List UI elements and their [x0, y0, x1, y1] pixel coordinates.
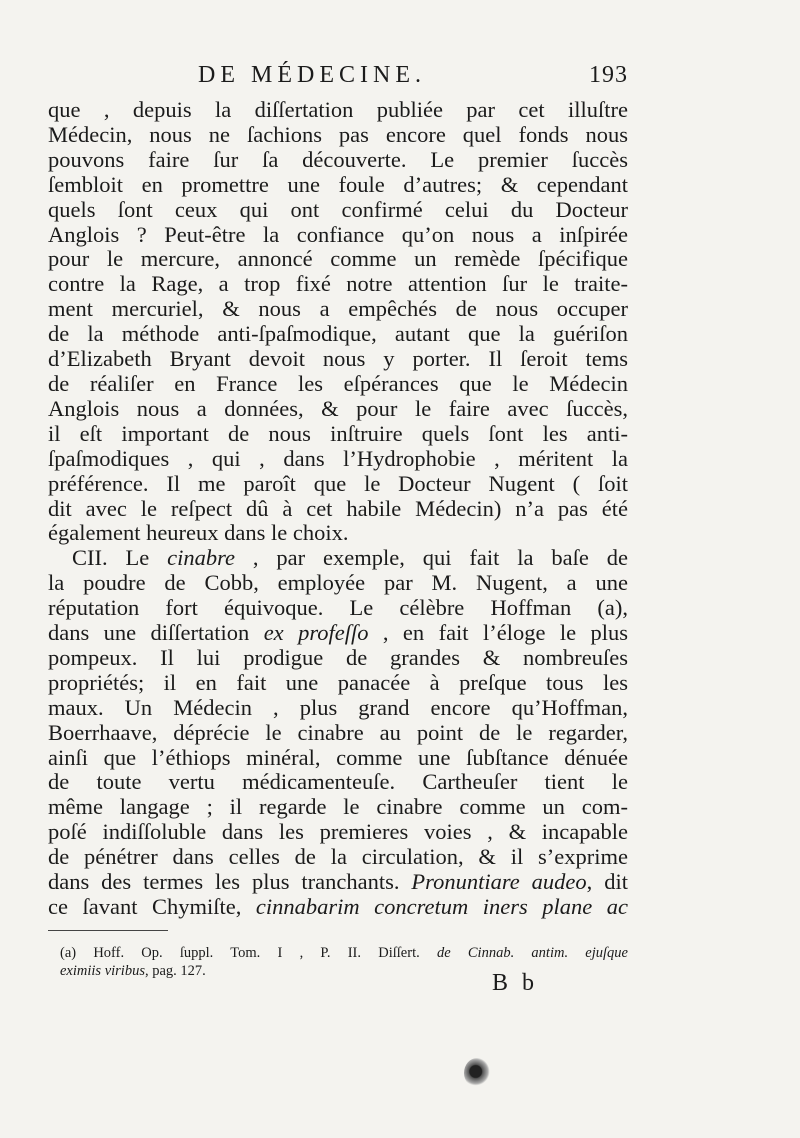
- text-run: , par exemple, qui fait la baſe de: [235, 545, 628, 571]
- footnote-line: [60, 944, 628, 962]
- page-header: [48, 62, 628, 96]
- text-line: ment mercuriel, & nous a empêchés de nous occuper: [48, 296, 628, 322]
- text-line: poſé indiſſoluble dans les premieres voies , & incapable: [48, 819, 628, 845]
- text-line: que , depuis la diſſertation publiée par cet illuſtre: [48, 97, 628, 122]
- text-line: ainſi que l’éthiops minéral, comme une ſubſtance dénuée: [48, 744, 628, 770]
- text-line: contre la Rage, a trop fixé notre attention ſur le traite-: [48, 271, 628, 297]
- text-line: d’Elizabeth Bryant devoit nous y porter. Il ſeroit tems: [48, 346, 628, 372]
- signature-mark: B b: [492, 970, 539, 996]
- footnote-rule: [48, 930, 168, 931]
- text-run: ce ſavant Chymiſte,: [48, 894, 256, 919]
- text-line: il eſt important de nous inſtruire quels ſont les anti-: [48, 420, 628, 446]
- italic-quote: Pronuntiare audeo: [411, 869, 587, 895]
- footnote: [60, 944, 628, 980]
- text-line: réputation fort équivoque. Le célèbre Hoffman (a),: [48, 595, 628, 621]
- text-line: même langage ; il regarde le cinabre comme un com-: [48, 794, 628, 820]
- text-line: [48, 870, 628, 895]
- text-line: dit avec le reſpect dû à cet habile Médecin) n’a pas été: [48, 495, 628, 521]
- text-run: , dit: [586, 869, 628, 895]
- italic-term: cinabre: [167, 545, 236, 571]
- text-line: de toute vertu médicamenteuſe. Cartheuſer tient le: [48, 769, 628, 795]
- text-run: , pag. 127.: [144, 963, 206, 979]
- text-line: maux. Un Médecin , plus grand encore qu’Hoffman,: [48, 694, 628, 720]
- italic-term: ex profeſſo: [263, 620, 369, 646]
- text-line: de pénétrer dans celles de la circulation, & il s’exprime: [48, 844, 628, 870]
- text-line: propriétés; il en fait une panacée à preſque tous les: [48, 669, 628, 695]
- paragraph-1: [48, 98, 628, 546]
- text-line: préférence. Il me paroît que le Docteur Nugent ( ſoit: [48, 470, 628, 496]
- text-line: pompeux. Il lui prodigue de grandes & nombreuſes: [48, 644, 628, 670]
- text-line: de réaliſer en France les eſpérances que le Médecin: [48, 370, 628, 396]
- page-number: 193: [589, 62, 628, 88]
- italic-title: de Cinnab. antim. ejuſque: [436, 945, 628, 961]
- text-run: dans des termes les plus tranchants.: [48, 869, 412, 895]
- text-run: (a) Hoff. Op. ſuppl. Tom. I , P. II. Diſſert.: [60, 945, 437, 961]
- text-line: ſembloit en promettre une foule d’autres; & cependant: [48, 171, 628, 197]
- running-head: DE MÉDECINE.: [198, 62, 426, 88]
- text-line: Médecin, nous ne ſachions pas encore quel fonds nous: [48, 121, 628, 147]
- italic-title: eximiis viribus: [60, 963, 145, 979]
- text-line: Anglois ? Peut-être la confiance qu’on nous a inſpirée: [48, 221, 628, 247]
- text-line: de la méthode anti-ſpaſmodique, autant que la guériſon: [48, 321, 628, 347]
- text-line: quels ſont ceux qui ont confirmé celui du Docteur: [48, 196, 628, 222]
- ink-blot-icon: [464, 1058, 490, 1088]
- text-line: ſpaſmodiques , qui , dans l’Hydrophobie , méritent la: [48, 445, 628, 471]
- footnote-line: [60, 962, 628, 980]
- text-line: pouvons faire ſur ſa découverte. Le premier ſuccès: [48, 146, 628, 172]
- text-line: Boerrhaave, déprécie le cinabre au point de le regarder,: [48, 719, 628, 745]
- paragraph-2: [48, 546, 628, 920]
- text-line: [48, 546, 628, 571]
- text-run: , en fait l’éloge le plus: [368, 620, 628, 646]
- text-line: la poudre de Cobb, employée par M. Nugent, a une: [48, 570, 628, 596]
- text-line: [48, 895, 628, 920]
- text-line: également heureux dans le choix.: [48, 520, 349, 546]
- paragraph-number: CII. Le: [72, 545, 168, 571]
- text-line: [48, 621, 628, 646]
- text-line: Anglois nous a données, & pour le faire avec ſuccès,: [48, 395, 628, 421]
- italic-quote: cinnabarim concretum iners plane ac: [255, 894, 628, 919]
- text-run: dans une diſſertation: [48, 620, 264, 646]
- text-line: pour le mercure, annoncé comme un remède ſpécifique: [48, 246, 628, 272]
- main-text: [48, 98, 628, 920]
